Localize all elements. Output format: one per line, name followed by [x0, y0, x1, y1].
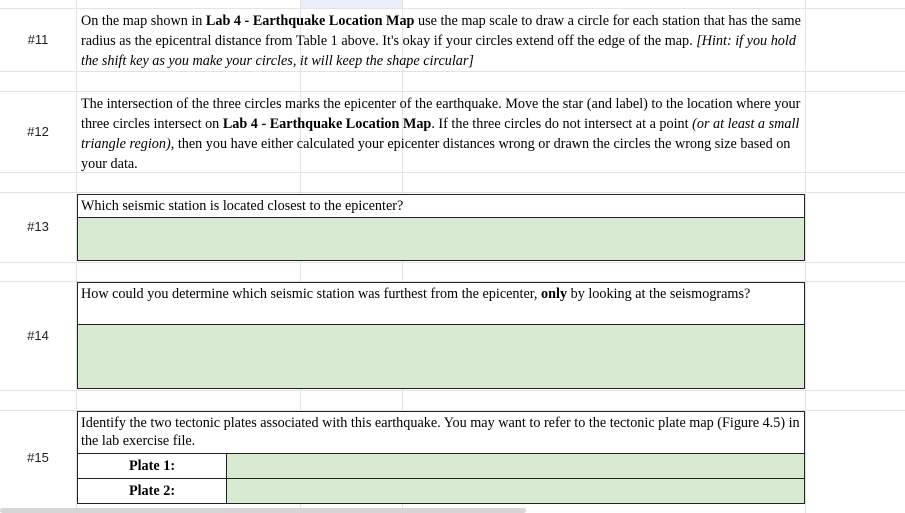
question-15: Identify the two tectonic plates associated with this earthquake. You may want to refer to the tectonic plate map (Figure 4.5) in the lab exercise file. — [81, 415, 800, 449]
plate-2-label: Plate 2: — [128, 483, 176, 499]
gridline — [0, 262, 905, 263]
gridline — [0, 8, 905, 9]
gridline — [0, 71, 905, 72]
gridline — [0, 91, 905, 92]
row-number-11: #11 — [27, 32, 49, 47]
plate-1-answer-cell[interactable] — [226, 453, 805, 479]
row-number-12: #12 — [27, 124, 49, 139]
answer-14-cell[interactable] — [77, 324, 805, 389]
question-14: How could you determine which seismic station was furthest from the epicenter, only by looking at the seismograms? — [81, 286, 751, 302]
question-13: Which seismic station is located closest to the epicenter? — [81, 198, 404, 214]
answer-13-cell[interactable] — [77, 217, 805, 261]
gridline — [0, 390, 905, 391]
row-number-14: #14 — [27, 328, 49, 343]
plate-1-label: Plate 1: — [128, 458, 176, 474]
instruction-11[interactable]: On the map shown in Lab 4 - Earthquake Location Map use the map scale to draw a circle for each station that has the same radius as the epicentral distance from Table 1 above. It's okay if your circles extend off the edge of the map. [Hint: if you hold the shift key as you make your circles, it will keep the shape circular] — [81, 13, 801, 69]
row-number-13: #13 — [27, 219, 49, 234]
gridline — [0, 192, 905, 193]
instruction-12[interactable]: The intersection of the three circles marks the epicenter of the earthquake. Move the star (and label) to the location where your three circles intersect on Lab 4 - Earthquake Location Map. If the three circles do not intersect at a point (or at least a small triangle region), then you have either calculated your epicenter distances wrong or drawn the circles the wrong size based on your data. — [81, 96, 801, 172]
horizontal-scrollbar[interactable] — [0, 508, 526, 513]
plate-2-answer-cell[interactable] — [226, 478, 805, 504]
row-number-15: #15 — [27, 450, 49, 465]
gridline — [805, 0, 806, 513]
